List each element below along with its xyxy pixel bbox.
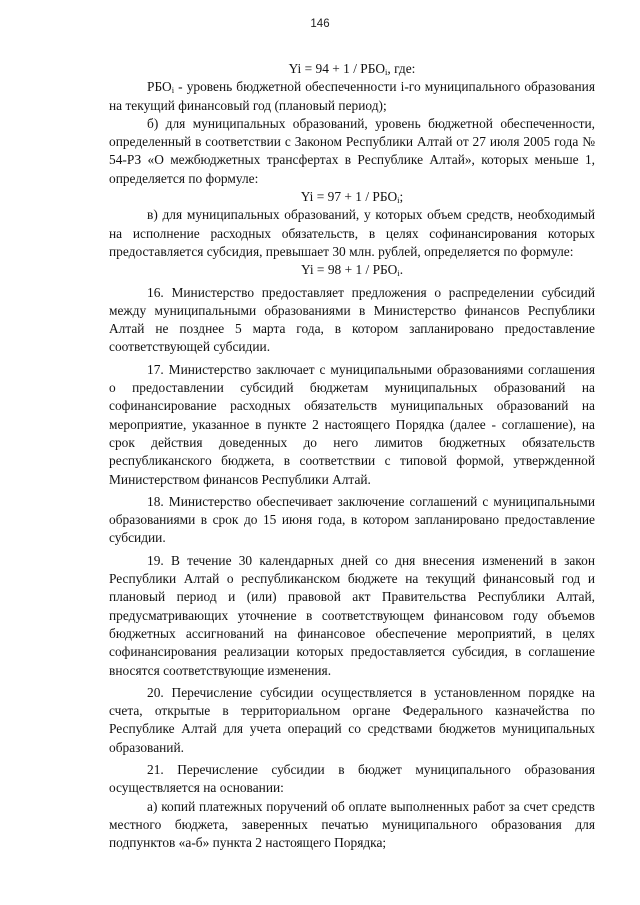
paragraph-19: 19. В течение 30 календарных дней со дня внесения изменений в закон Республики Алтай о республиканском бюджете на текущий финансовый год и плановый период и (или) правовой акт Правительства Республики Алтай, предусматривающих уточнение в соответствующем финансовом году объемов бюджетных ассигнований на финансовое обеспечение мероприятий, в целях софинансирования реализации которых предоставляется субсидия, в соглашение вносятся соответствующие изменения.: [109, 552, 595, 678]
formula-3-tail: .: [399, 262, 404, 278]
paragraph-18: 18. Министерство обеспечивает заключение соглашений с муниципальными образованиями в срок до 15 июня года, в котором запланировано предоставление субсидии.: [109, 493, 595, 546]
formula-1: [109, 60, 595, 78]
formula-2: [109, 188, 595, 206]
document-body: [109, 60, 595, 852]
paragraph-21: 21. Перечисление субсидии в бюджет муниципального образования осуществляется на основании:: [109, 761, 595, 796]
rbo-definition-subscript: i: [171, 85, 175, 96]
paragraph-16: 16. Министерство предоставляет предложения о распределении субсидий между муниципальными образованиями в Министерство финансов Республики Алтай не позднее 5 марта года, в котором запланировано предоставление соответствующей субсидии.: [109, 284, 595, 355]
formula-3: [109, 261, 595, 279]
rbo-definition: [109, 78, 595, 115]
formula-1-subscript: i: [385, 67, 388, 77]
formula-3-main: Yi = 98 + 1 / РБО: [300, 262, 398, 278]
paragraph-20: 20. Перечисление субсидии осуществляется в установленном порядке на счета, открытые в территориальном органе Федерального казначейства по Республике Алтай для учета операций со средствами бюджетов муниципальных образований.: [109, 684, 595, 755]
formula-3-subscript: i: [397, 268, 400, 279]
item-v: в) для муниципальных образований, у которых объем средств, необходимый на исполнение расходных обязательств, в целях софинансирования которых предоставляется субсидия, превышает 30 млн. рублей, определяется по формуле:: [109, 207, 595, 259]
formula-1-tail: , где:: [387, 61, 416, 76]
item-b: б) для муниципальных образований, уровень бюджетной обеспеченности, определенный в соответствии с Законом Республики Алтай от 27 июля 2005 года № 54-РЗ «О межбюджетных трансфертах в Республике Алтай», которых меньше 1, определяется по формуле:: [109, 115, 595, 186]
page-number: 146: [310, 18, 330, 30]
rbo-definition-text: - уровень бюджетной обеспеченности i-го муниципального образования на текущий финансовый год (плановый период);: [109, 79, 595, 113]
paragraph-21-a: а) копий платежных поручений об оплате выполненных работ за счет средств местного бюджета, заверенных печатью муниципального образования для подпунктов «а-б» пункта 2 настоящего Порядка;: [109, 798, 595, 851]
formula-2-tail: ;: [399, 189, 404, 205]
rbo-definition-symbol: РБО: [147, 79, 172, 95]
formula-2-subscript: i: [397, 195, 400, 206]
formula-2-main: Yi = 97 + 1 / РБО: [300, 189, 398, 205]
formula-1-main: Yi = 94 + 1 / РБО: [288, 61, 385, 76]
paragraph-17: 17. Министерство заключает с муниципальными образованиями соглашения о предоставлении субсидий бюджетам муниципальных образований на софинансирование расходных обязательств муниципальных образований на мероприятие, указанное в пункте 2 настоящего Порядка (далее - соглашение), на срок действия доведенных до него лимитов бюджетных обязательств республиканского бюджета, в соответствии с типовой формой, утвержденной Министерством финансов Республики Алтай.: [109, 361, 595, 487]
